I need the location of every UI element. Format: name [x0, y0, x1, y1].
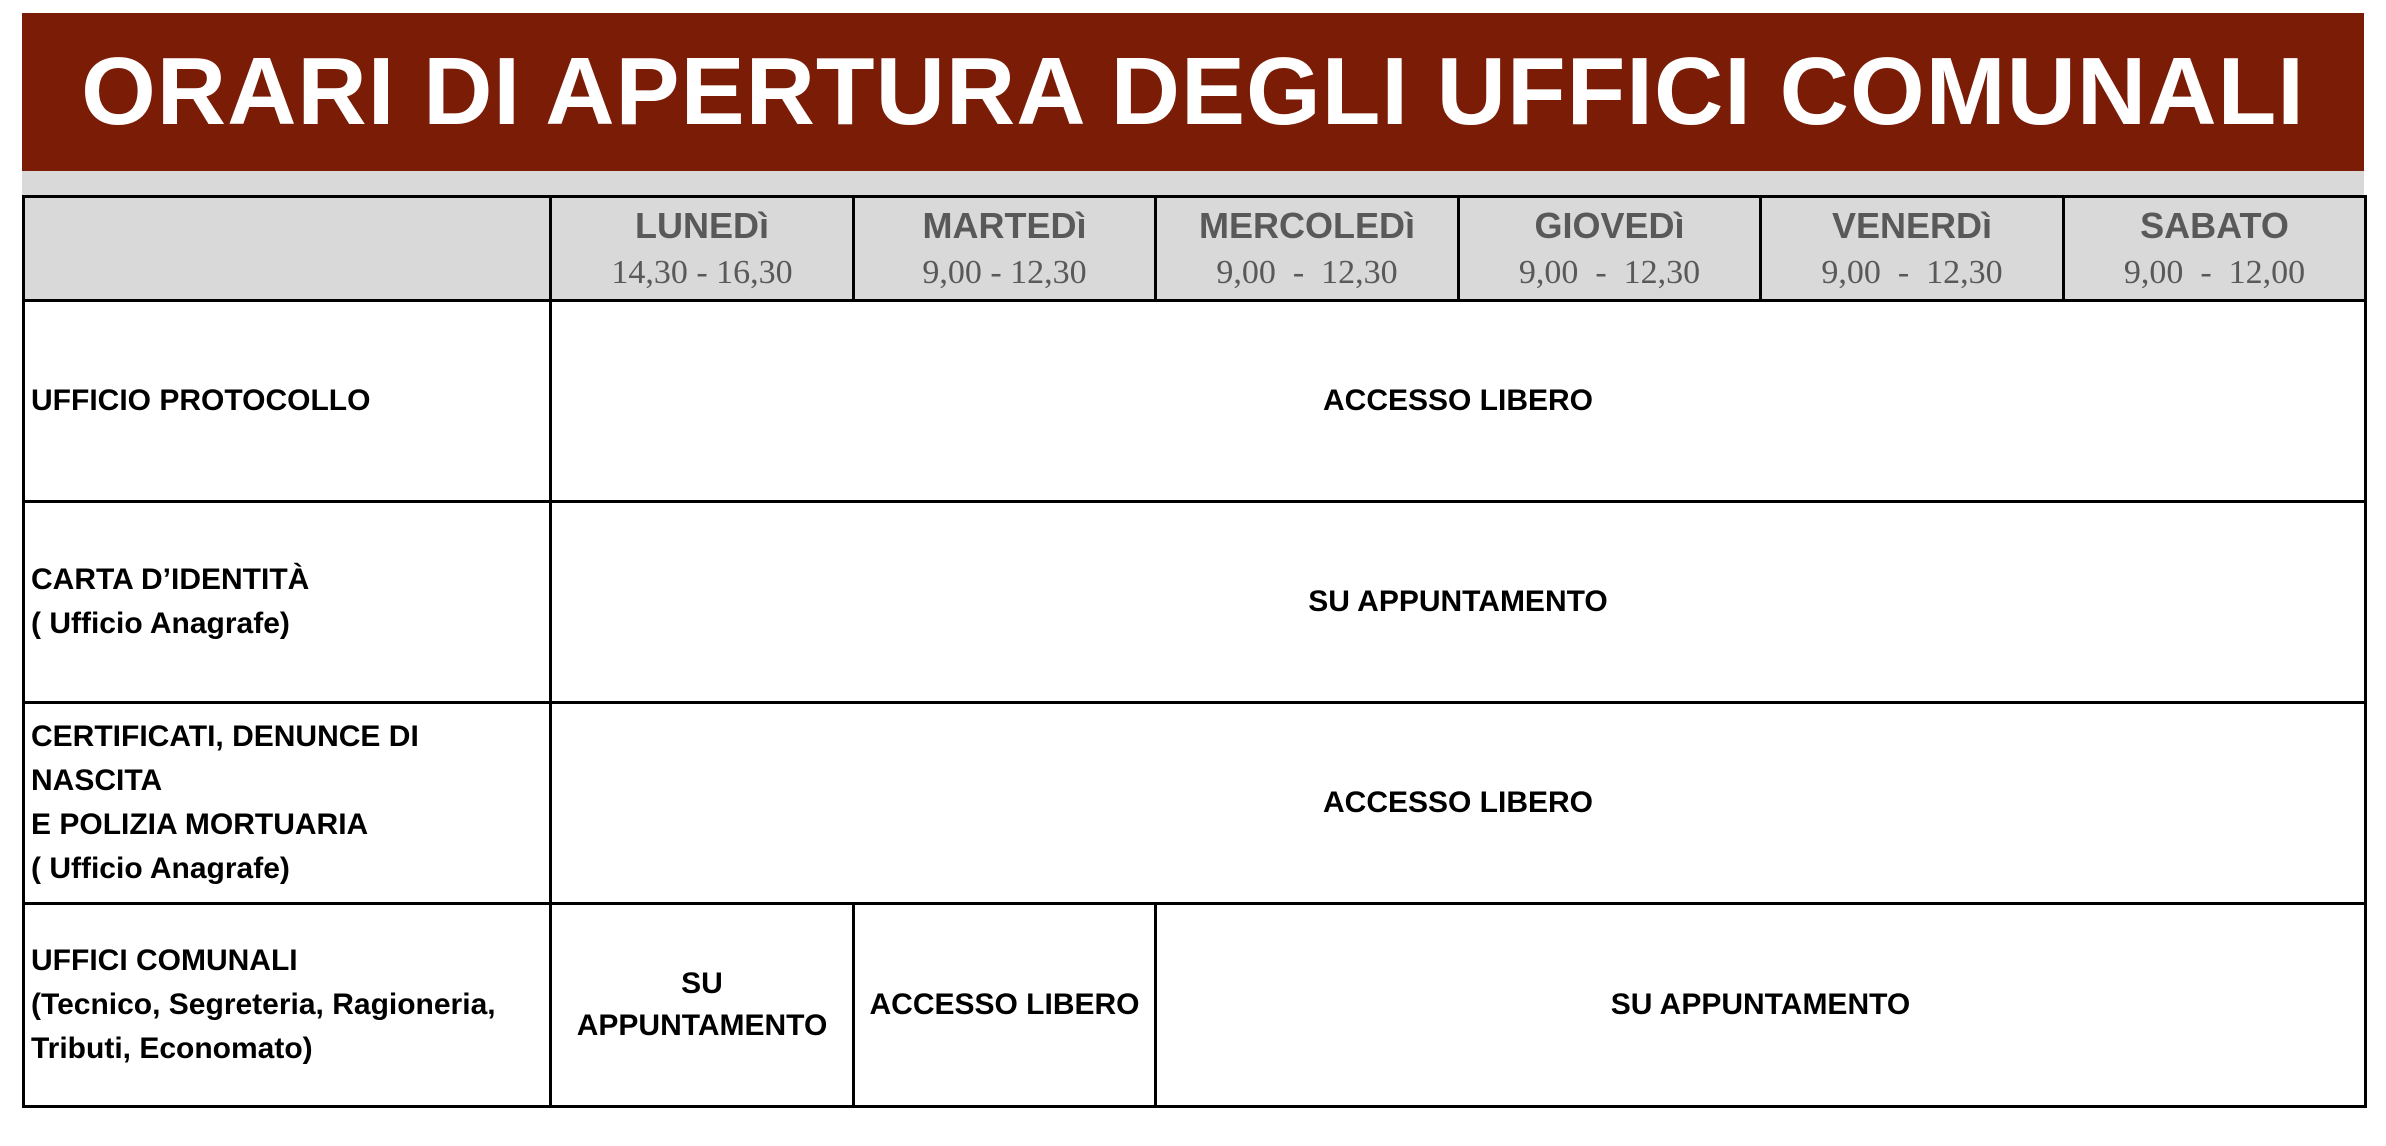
table-row-carta-identita: [24, 502, 2366, 703]
access-mode-line: APPUNTAMENTO: [576, 1009, 828, 1042]
access-mode-cell-tuesday: ACCESSO LIBERO: [854, 904, 1156, 1107]
day-header-tuesday: [854, 197, 1156, 301]
access-mode-cell-monday: [551, 904, 854, 1107]
day-name: MARTEDì: [922, 204, 1087, 246]
table-row-uffici-comunali: [24, 904, 2366, 1107]
access-mode-cell-wed-sat: SU APPUNTAMENTO: [1156, 904, 2366, 1107]
day-header-monday: [551, 197, 854, 301]
header-corner-cell: [24, 197, 551, 301]
day-name: VENERDì: [1831, 204, 1993, 246]
office-subtitle-line: ( Ufficio Anagrafe): [31, 852, 290, 885]
office-subtitle-line: Tributi, Economato): [31, 1032, 313, 1065]
access-mode-cell: ACCESSO LIBERO: [551, 301, 2366, 502]
day-hours: 9,00 - 12,30: [1518, 253, 1701, 291]
day-name: LUNEDì: [635, 204, 769, 246]
page-title: ORARI DI APERTURA DEGLI UFFICI COMUNALI: [81, 38, 2305, 145]
day-header-thursday: [1459, 197, 1761, 301]
office-name-cell: [24, 904, 551, 1107]
office-name-line: UFFICI COMUNALI: [31, 944, 298, 977]
opening-hours-table: [22, 195, 2367, 1108]
day-hours: 9,00 - 12,00: [2123, 253, 2306, 291]
office-name-line: CARTA D’IDENTITÀ: [31, 563, 310, 596]
day-name: MERCOLEDì: [1199, 204, 1415, 246]
table-row-certificati: [24, 703, 2366, 904]
day-header-friday: [1761, 197, 2064, 301]
day-name: GIOVEDì: [1534, 204, 1685, 246]
day-header-saturday: [2064, 197, 2366, 301]
access-mode-line: SU: [681, 967, 723, 1000]
table-header-row: [24, 197, 2366, 301]
office-name-line: UFFICIO PROTOCOLLO: [31, 384, 371, 417]
day-hours: 9,00 - 12,30: [1216, 253, 1398, 291]
office-name-cell: [24, 703, 551, 904]
office-name-line: E POLIZIA MORTUARIA: [31, 808, 369, 841]
day-hours: 9,00 - 12,30: [1821, 253, 2003, 291]
access-mode-cell: ACCESSO LIBERO: [551, 703, 2366, 904]
office-name-cell: [24, 502, 551, 703]
office-subtitle-line: ( Ufficio Anagrafe): [31, 607, 290, 640]
day-header-wednesday: [1156, 197, 1459, 301]
access-mode-cell: SU APPUNTAMENTO: [551, 502, 2366, 703]
office-name-cell: [24, 301, 551, 502]
day-name: SABATO: [2140, 204, 2289, 246]
day-hours: 9,00 - 12,30: [922, 253, 1087, 291]
office-name-line: CERTIFICATI, DENUNCE DI NASCITA: [31, 720, 419, 797]
table-row-protocollo: [24, 301, 2366, 502]
day-hours: 14,30 - 16,30: [611, 253, 793, 291]
office-subtitle-line: (Tecnico, Segreteria, Ragioneria,: [31, 988, 496, 1021]
banner-divider: [22, 171, 2364, 195]
title-banner: [22, 13, 2364, 171]
